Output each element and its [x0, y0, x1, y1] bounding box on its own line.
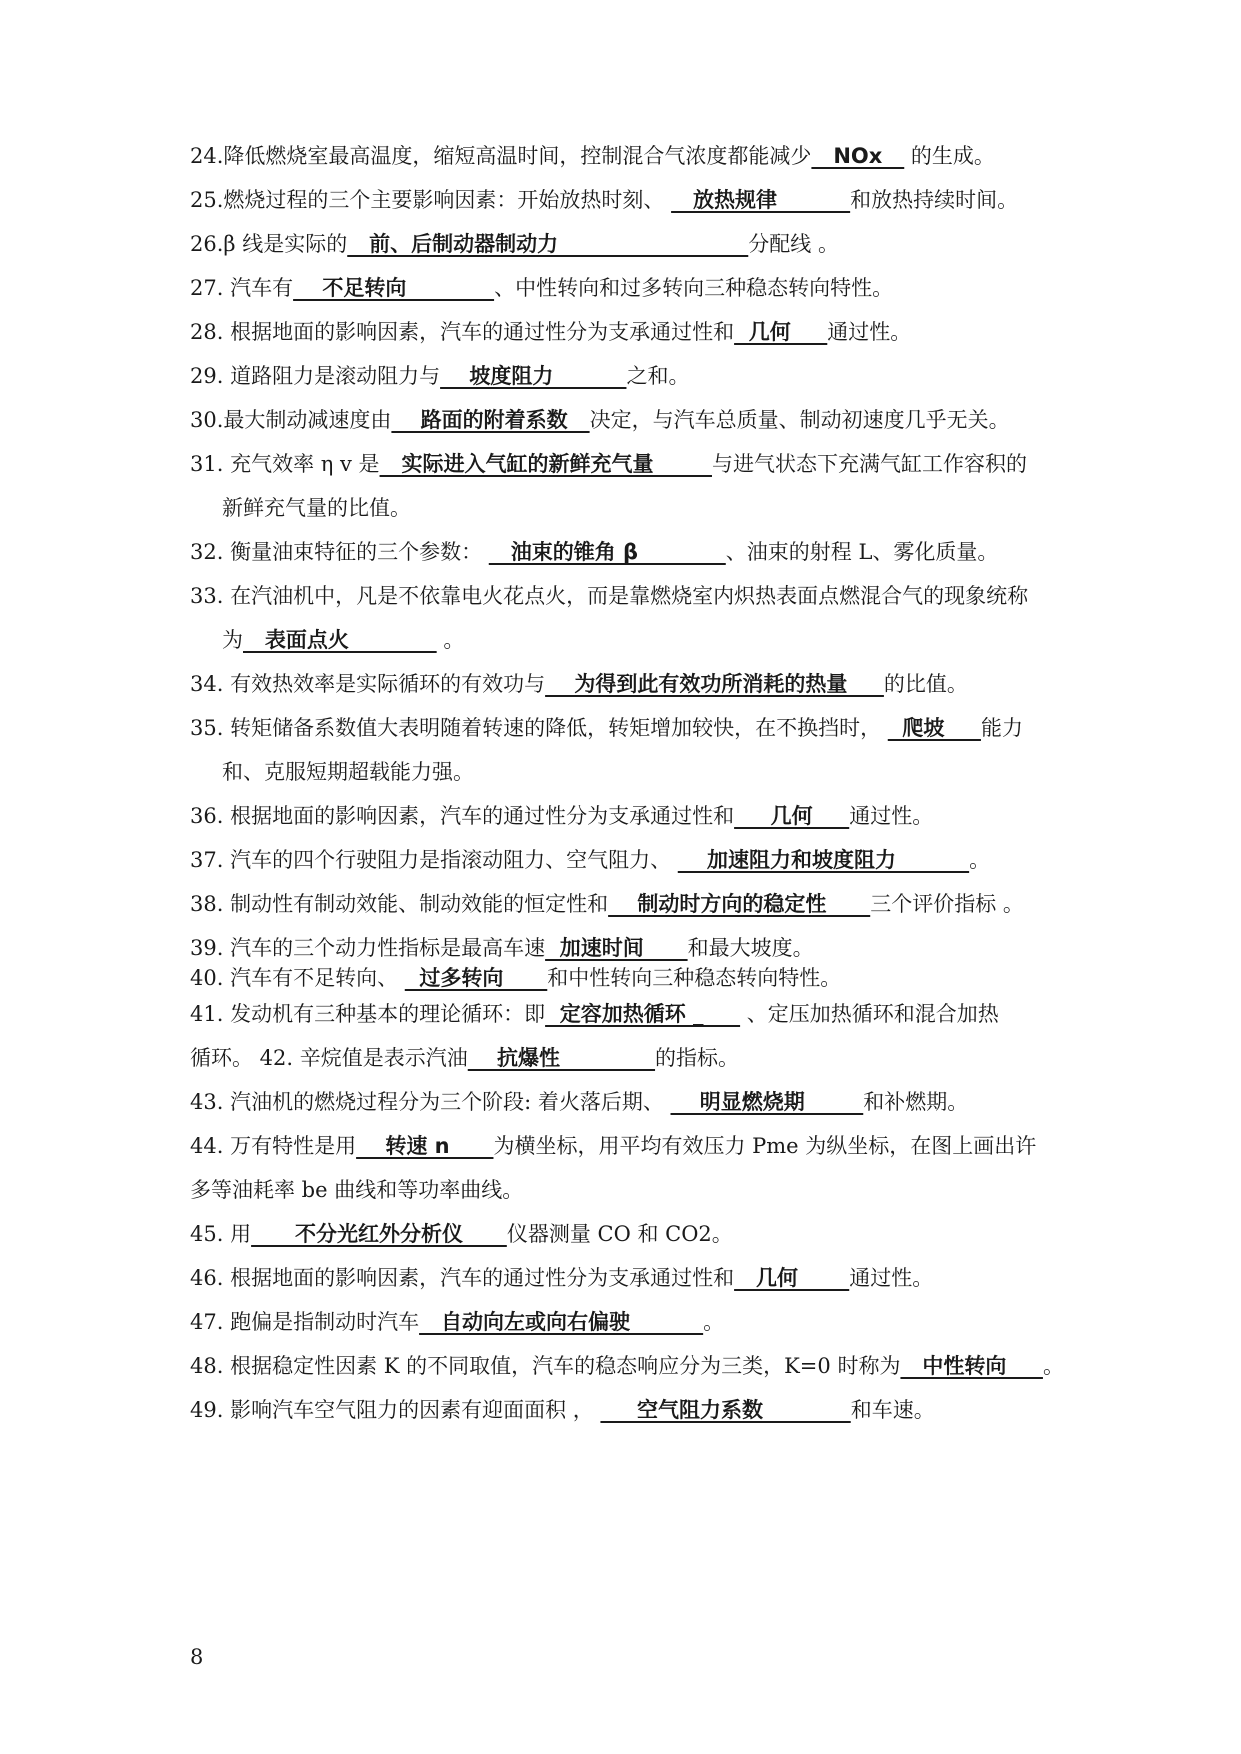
question-line [190, 536, 1070, 568]
answer-blank: 路面的附着系数 [391, 408, 590, 432]
question-number: 26. [190, 232, 224, 256]
question-number: 49. [190, 1398, 224, 1422]
answer-blank: 放热规律 [671, 188, 851, 212]
question-number: 40. [190, 966, 224, 990]
question-text: 通过性。 [849, 1266, 934, 1290]
question-line [190, 580, 1070, 612]
question-text: 为横坐标，用平均有效压力 Pme 为纵坐标，在图上画出许 [493, 1134, 1037, 1158]
question-text: 。 [1042, 1354, 1064, 1378]
question-text: 、定压加热循环和混合加热 [740, 1002, 999, 1026]
question-number: 28. [190, 320, 224, 344]
question-text: 的指标。 [655, 1046, 740, 1070]
question-number: 34. [190, 672, 224, 696]
question-line [190, 1174, 1070, 1206]
question-text: 根据地面的影响因素，汽车的通过性分为支承通过性和 [223, 1266, 735, 1290]
question-line [190, 1086, 1070, 1118]
answer-blank: 加速阻力和坡度阻力 [677, 848, 970, 872]
answer-blank: 转速 n [356, 1134, 494, 1158]
question-number: 43. [190, 1090, 224, 1114]
answer-blank: 表面点火 [243, 628, 437, 652]
question-number: 38. [190, 892, 224, 916]
answer-blank: 过多转向 [404, 966, 548, 990]
answer-blank: NOx [811, 144, 905, 168]
question-line [190, 962, 1070, 994]
question-line [190, 1218, 1070, 1250]
question-text: 发动机有三种基本的理论循环：即 [223, 1002, 546, 1026]
question-line [190, 1262, 1070, 1294]
question-number: 37. [190, 848, 224, 872]
question-text: 影响汽车空气阻力的因素有迎面面积 ， [223, 1398, 601, 1422]
question-number: 39. [190, 936, 224, 960]
question-text: 通过性。 [849, 804, 934, 828]
question-text: 和中性转向三种稳态转向特性。 [547, 966, 842, 990]
question-text: 降低燃烧室最高温度，缩短高温时间，控制混合气浓度都能减少 [223, 144, 812, 168]
question-text: be 曲线和等功率曲线。 [295, 1178, 524, 1202]
question-number: 循环。 [190, 1046, 253, 1070]
question-text: 道路阻力是滚动阻力与 [223, 364, 441, 388]
answer-blank: 自动向左或向右偏驶 [419, 1310, 704, 1334]
answer-blank: 不足转向 [293, 276, 495, 300]
question-line [190, 1350, 1070, 1382]
question-text: 能力 [980, 716, 1023, 740]
question-number: 29. [190, 364, 224, 388]
question-line [222, 492, 1102, 524]
question-number: 36. [190, 804, 224, 828]
question-text: 的比值。 [883, 672, 968, 696]
question-text: 充气效率 η v 是 [223, 452, 380, 476]
question-text: 。 [436, 628, 465, 652]
answer-blank: 几何 [734, 1266, 850, 1290]
answer-blank: 明显燃烧期 [670, 1090, 864, 1114]
question-line [190, 360, 1070, 392]
question-text: 和、克服短期超载能力强。 [222, 760, 474, 784]
question-text: 和最大坡度。 [687, 936, 814, 960]
question-number: 33. [190, 584, 224, 608]
question-text: 分配线 。 [748, 232, 839, 256]
question-text: 根据地面的影响因素，汽车的通过性分为支承通过性和 [223, 804, 735, 828]
question-text: 汽车有不足转向、 [223, 966, 405, 990]
question-text: 、油束的射程 L、雾化质量。 [725, 540, 999, 564]
answer-blank: 实际进入气缸的新鲜充气量 [379, 452, 712, 476]
question-number: 48. [190, 1354, 224, 1378]
answer-blank: 油束的锥角 β [488, 540, 726, 564]
question-text: 用 [223, 1222, 252, 1246]
question-text: 42. 辛烷值是表示汽油 [253, 1046, 468, 1070]
question-line [190, 1042, 1070, 1074]
answer-blank: 制动时方向的稳定性 [608, 892, 871, 916]
question-line [190, 316, 1070, 348]
question-line [190, 228, 1070, 260]
question-text: 最大制动减速度由 [223, 408, 392, 432]
question-text: 的生成。 [904, 144, 995, 168]
question-line [190, 1306, 1070, 1338]
question-text: 三个评价指标 。 [870, 892, 1024, 916]
question-number: 多等油耗率 [190, 1178, 295, 1202]
question-text: 根据地面的影响因素，汽车的通过性分为支承通过性和 [223, 320, 735, 344]
question-number: 32. [190, 540, 224, 564]
answer-blank: 为得到此有效功所消耗的热量 [545, 672, 884, 696]
question-text: 汽油机的燃烧过程分为三个阶段: 着火落后期、 [223, 1090, 671, 1114]
answer-blank: 坡度阻力 [440, 364, 627, 388]
question-number: 46. [190, 1266, 224, 1290]
question-number: 24. [190, 144, 224, 168]
question-line [190, 448, 1070, 480]
question-text: 汽车有 [223, 276, 294, 300]
question-text: 跑偏是指制动时汽车 [223, 1310, 420, 1334]
question-line [222, 756, 1102, 788]
question-number: 47. [190, 1310, 224, 1334]
question-text: 根据稳定性因素 K 的不同取值，汽车的稳态响应分为三类，K=0 时称为 [223, 1354, 901, 1378]
question-line [190, 998, 1070, 1030]
question-text: 与进气状态下充满气缸工作容积的 [711, 452, 1027, 476]
question-line [190, 800, 1070, 832]
question-number: 25. [190, 188, 224, 212]
question-line [190, 844, 1070, 876]
answer-blank: 抗爆性 [467, 1046, 656, 1070]
question-text: 新鲜充气量的比值。 [222, 496, 411, 520]
answer-blank: 中性转向 [900, 1354, 1043, 1378]
question-line [190, 140, 1070, 172]
page-number: 8 [190, 1645, 204, 1669]
answer-blank: 空气阻力系数 [600, 1398, 851, 1422]
question-line [190, 888, 1070, 920]
question-text: 。 [703, 1310, 725, 1334]
question-text: 衡量油束特征的三个参数： [223, 540, 489, 564]
question-text: 在汽油机中，凡是不依靠电火花点火，而是靠燃烧室内炽热表面点燃混合气的现象统称 [223, 584, 1029, 608]
question-number: 27. [190, 276, 224, 300]
question-line [190, 712, 1070, 744]
answer-blank: 前、后制动器制动力 [347, 232, 749, 256]
question-number: 31. [190, 452, 224, 476]
answer-blank: 几何 [734, 320, 828, 344]
question-line [190, 1130, 1070, 1162]
question-text: 和补燃期。 [863, 1090, 969, 1114]
question-text: 和放热持续时间。 [850, 188, 1019, 212]
question-text: 通过性。 [827, 320, 912, 344]
question-line [190, 404, 1070, 436]
question-line [190, 272, 1070, 304]
question-text: 汽车的三个动力性指标是最高车速 [223, 936, 546, 960]
question-text: 汽车的四个行驶阻力是指滚动阻力、空气阻力、 [223, 848, 678, 872]
question-text: 之和。 [626, 364, 690, 388]
question-line [190, 932, 1070, 964]
question-number: 44. [190, 1134, 224, 1158]
question-line [190, 184, 1070, 216]
question-text: 燃烧过程的三个主要影响因素：开始放热时刻、 [223, 188, 672, 212]
question-text: 为 [222, 628, 243, 652]
question-text: 决定，与汽车总质量、制动初速度几乎无关。 [589, 408, 1010, 432]
question-line [190, 1394, 1070, 1426]
answer-blank: 定容加热循环 _ [545, 1002, 741, 1026]
question-text: 转矩储备系数值大表明随着转速的降低，转矩增加较快，在不换挡时， [223, 716, 888, 740]
answer-blank: 不分光红外分析仪 [251, 1222, 507, 1246]
question-line [190, 668, 1070, 700]
question-line [222, 624, 1102, 656]
question-text: 、中性转向和过多转向三种稳态转向特性。 [494, 276, 894, 300]
question-text: 和车速。 [850, 1398, 935, 1422]
question-text: 制动性有制动效能、制动效能的恒定性和 [223, 892, 609, 916]
question-text: 万有特性是用 [223, 1134, 357, 1158]
answer-blank: 几何 [734, 804, 850, 828]
question-number: 35. [190, 716, 224, 740]
question-text: 有效热效率是实际循环的有效功与 [223, 672, 546, 696]
question-text: β 线是实际的 [223, 232, 348, 256]
question-text: 。 [969, 848, 991, 872]
question-text: 仪器测量 CO 和 CO2。 [506, 1222, 733, 1246]
question-number: 45. [190, 1222, 224, 1246]
question-number: 41. [190, 1002, 224, 1026]
question-number: 30. [190, 408, 224, 432]
answer-blank: 爬坡 [887, 716, 981, 740]
answer-blank: 加速时间 [545, 936, 688, 960]
